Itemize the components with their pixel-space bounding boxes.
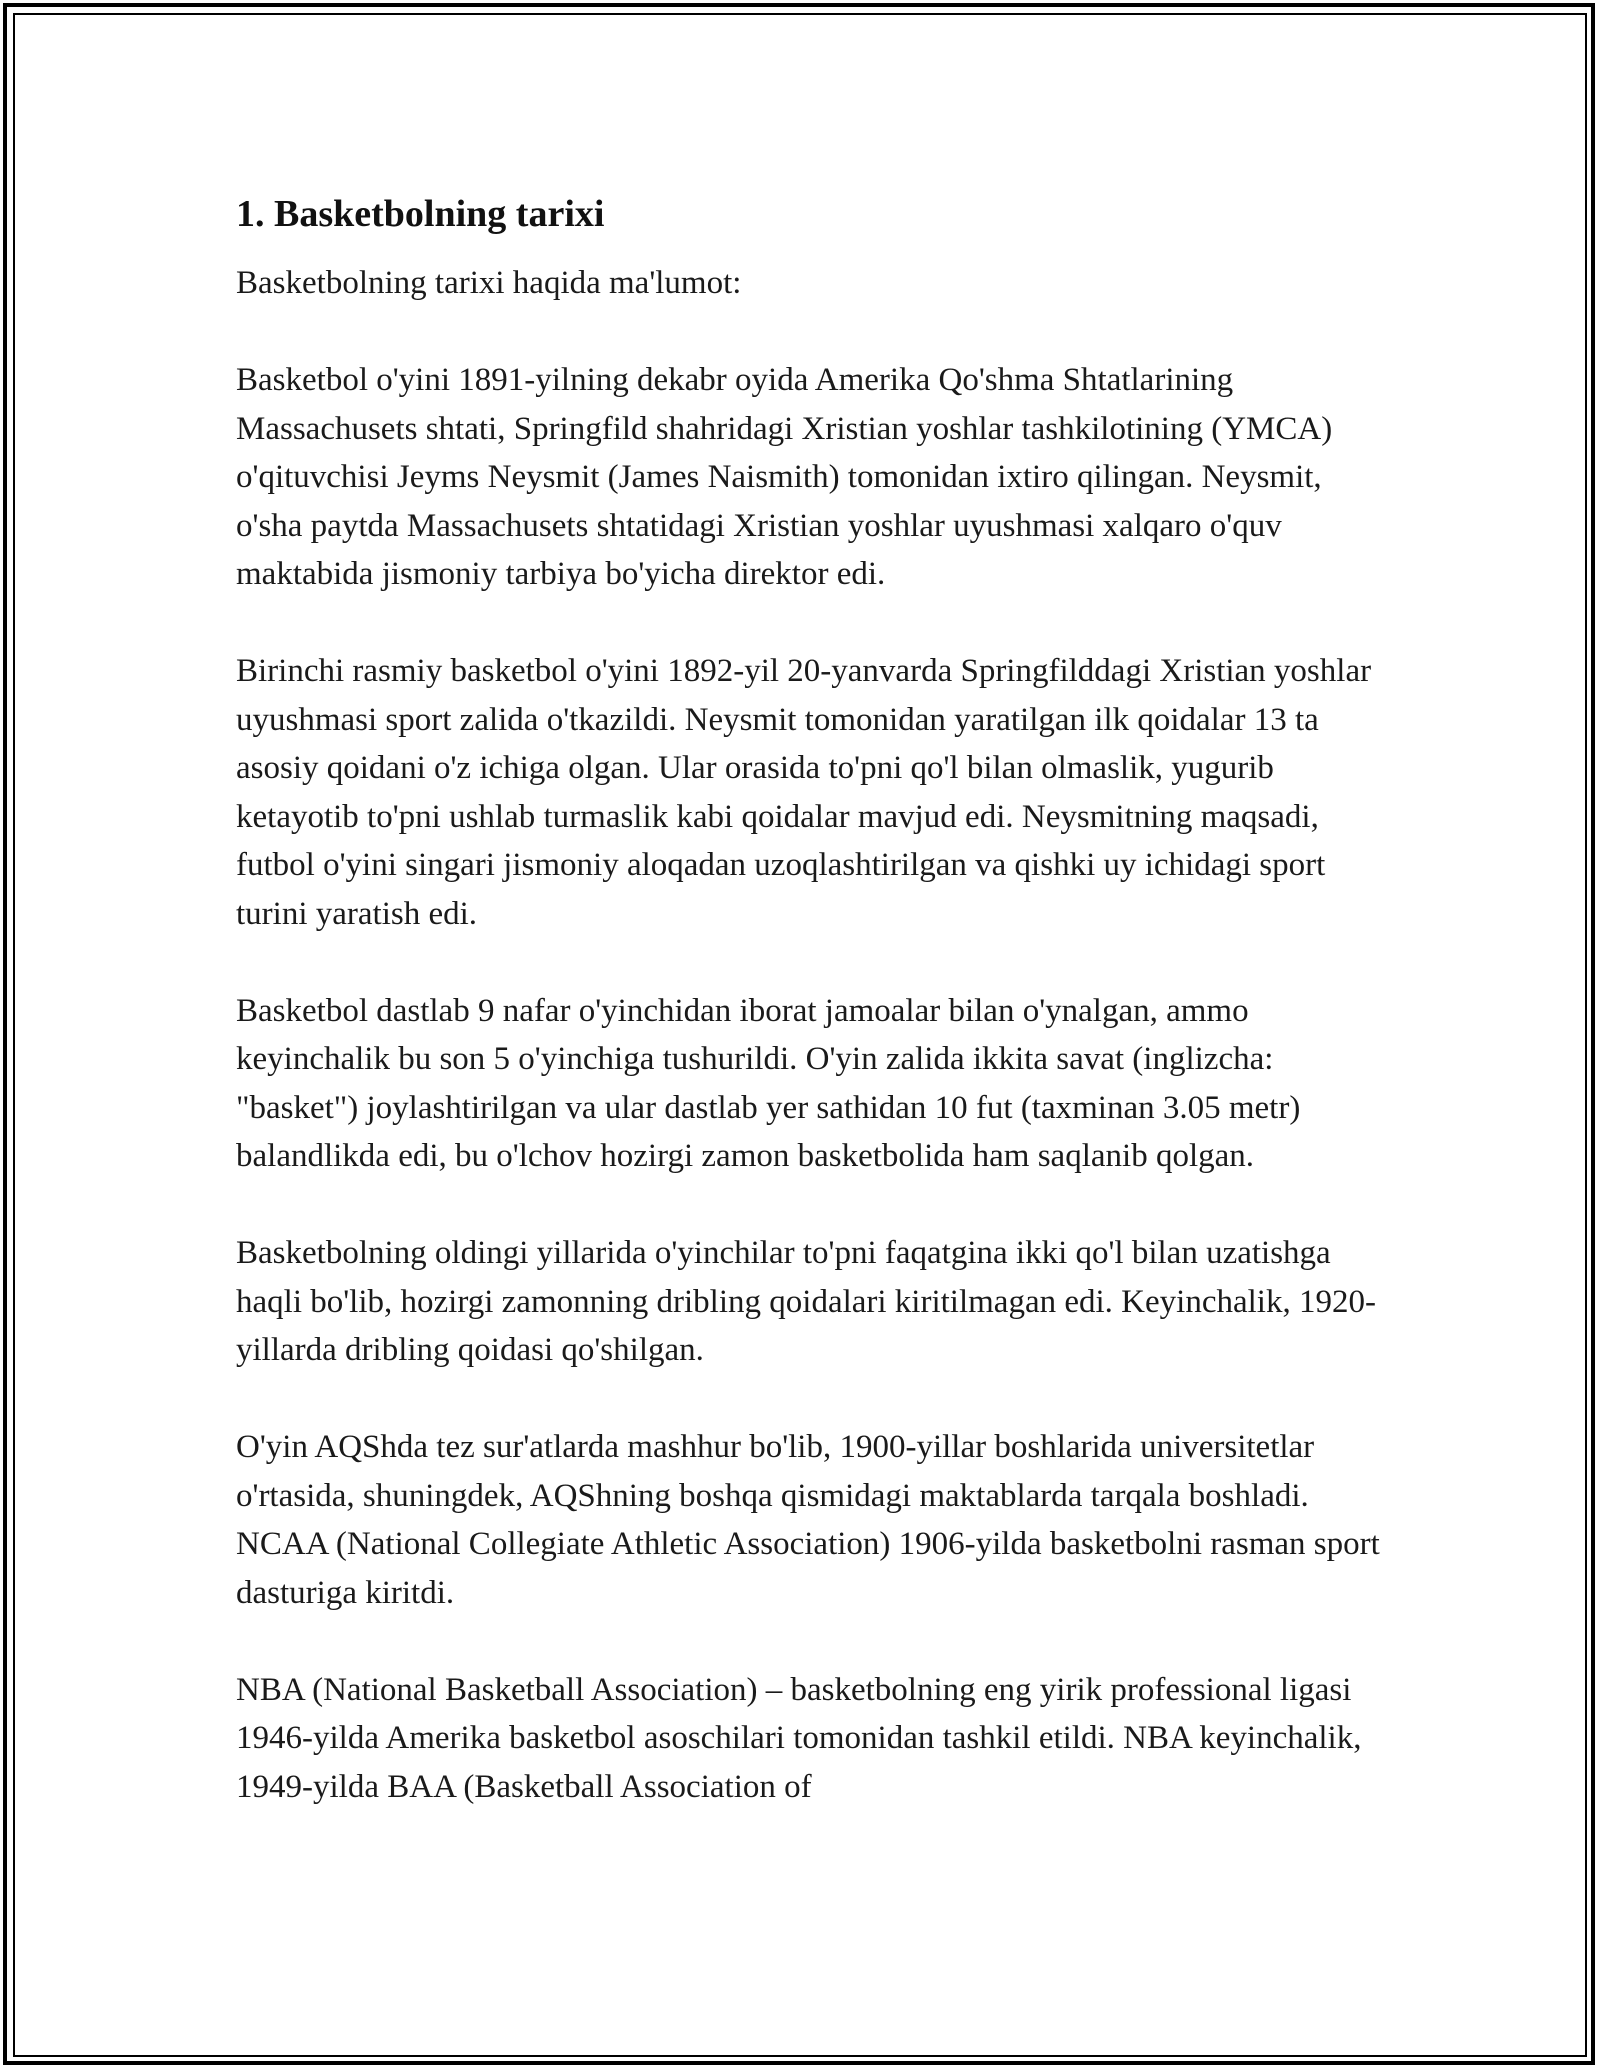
document-body [236, 186, 1386, 1811]
intro-line: Basketbolning tarixi haqida ma'lumot: [236, 265, 742, 301]
paragraph-4: Basketbolning oldingi yillarida o'yinchilar to'pni faqatgina ikki qo'l bilan uzatishga haqli bo'lib, hozirgi zamonning dribling qoidalari kiritilmagan edi. Keyinchalik, 1920-yillarda dribling qoidasi qo'shilgan. [236, 1235, 1376, 1368]
paragraph-5: O'yin AQShda tez sur'atlarda mashhur bo'lib, 1900-yillar boshlarida universitetlar o'rtasida, shuningdek, AQShning boshqa qismidagi maktablarda tarqala boshladi. NCAA (National Collegiate Athletic Association) 1906-yilda basketbolni rasman sport dasturiga kiritdi. [236, 1429, 1380, 1611]
paragraph-1: Basketbol o'yini 1891-yilning dekabr oyida Amerika Qo'shma Shtatlarining Massachusets shtati, Springfild shahridagi Xristian yoshlar tashkilotining (YMCA) o'qituvchisi Jeyms Neysmit (James Naismith) tomonidan ixtiro qilingan. Neysmit, o'sha paytda Massachusets shtatidagi Xristian yoshlar uyushmasi xalqaro o'quv maktabida jismoniy tarbiya bo'yicha direktor edi. [236, 362, 1333, 592]
paragraph-6: NBA (National Basketball Association) – basketbolning eng yirik professional ligasi 1946-yilda Amerika basketbol asoschilari tomonidan tashkil etildi. NBA keyinchalik, 1949-yilda BAA (Basketball Association of [236, 1671, 1362, 1805]
section-heading: 1. Basketbolning tarixi [236, 193, 605, 235]
paragraph-2: Birinchi rasmiy basketbol o'yini 1892-yil 20-yanvarda Springfilddagi Xristian yoshlar uyushmasi sport zalida o'tkazildi. Neysmit tomonidan yaratilgan ilk qoidalar 13 ta asosiy qoidani o'z ichiga olgan. Ular orasida to'pni qo'l bilan olmaslik, yugurib ketayotib to'pni ushlab turmaslik kabi qoidalar mavjud edi. Neysmitning maqsadi, futbol o'yini singari jismoniy aloqadan uzoqlashtirilgan va qishki uy ichidagi sport turini yaratish edi. [236, 653, 1372, 932]
paragraph-3: Basketbol dastlab 9 nafar o'yinchidan iborat jamoalar bilan o'ynalgan, ammo keyinchalik bu son 5 o'yinchiga tushurildi. O'yin zalida ikkita savat (inglizcha: "basket") joylashtirilgan va ular dastlab yer sathidan 10 fut (taxminan 3.05 metr) balandlikda edi, bu o'lchov hozirgi zamon basketbolida ham saqlanib qolgan. [236, 992, 1301, 1174]
